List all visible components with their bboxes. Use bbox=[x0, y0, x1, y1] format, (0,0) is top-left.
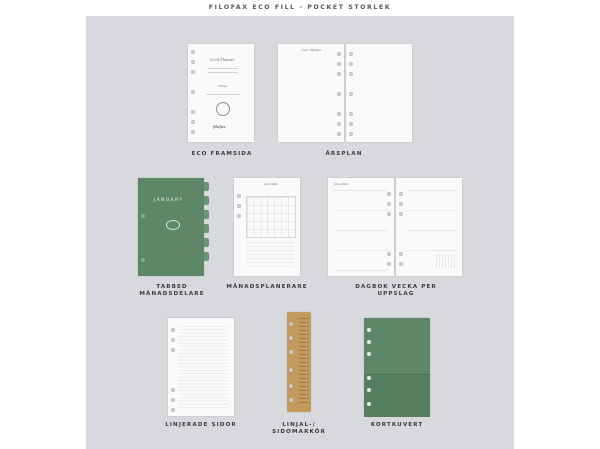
year-planner-left bbox=[278, 44, 344, 142]
product-panel bbox=[86, 16, 514, 449]
divider-tab bbox=[204, 210, 209, 219]
brand-logo: filofax bbox=[213, 124, 226, 129]
divider-tab bbox=[204, 182, 209, 191]
caption-monthly-planner: MÅNADSPLANERARE bbox=[226, 284, 308, 290]
cover-title: 2024 Planner bbox=[210, 58, 235, 62]
cover-notes: Notes bbox=[218, 84, 227, 88]
caption-eco-cover: ECO FRAMSIDA bbox=[191, 151, 253, 157]
caption-tabbed-divider: TABBED MÅNADSDELARE bbox=[139, 284, 205, 297]
divider-tab bbox=[204, 196, 209, 205]
eco-leaf-icon bbox=[216, 102, 230, 116]
week-diary-left bbox=[328, 178, 394, 276]
monthly-planner bbox=[234, 178, 300, 276]
caption-card-envelope: KORTKUVERT bbox=[370, 422, 424, 428]
divider-tab bbox=[204, 252, 209, 261]
page-title: FILOFAX ECO FILL - POCKET STORLEK bbox=[208, 4, 392, 11]
year-planner-heading: Year Planner bbox=[302, 48, 322, 52]
caption-week-diary: DAGBOK VECKA PER UPPSLAG bbox=[355, 284, 437, 297]
ruler-page-marker bbox=[287, 312, 311, 412]
week-diary-right bbox=[396, 178, 462, 276]
eco-cover-page bbox=[188, 44, 254, 142]
divider-tab bbox=[204, 224, 209, 233]
leaf-icon bbox=[166, 220, 180, 230]
divider-tab bbox=[204, 238, 209, 247]
tabbed-divider bbox=[138, 178, 204, 276]
caption-ruled-pages: LINJERADE SIDOR bbox=[165, 422, 237, 428]
divider-month: JANUARY bbox=[154, 198, 184, 203]
year-planner-right bbox=[346, 44, 412, 142]
ruled-pages bbox=[168, 318, 234, 416]
caption-year-planner: ÅRSPLAN bbox=[325, 151, 363, 157]
week-heading: Jan 2024 bbox=[334, 182, 348, 186]
card-envelope bbox=[364, 318, 430, 416]
caption-ruler-marker: LINJAL-/ SIDOMARKÖR bbox=[272, 422, 326, 435]
month-heading: Jan 2024 bbox=[264, 182, 278, 186]
